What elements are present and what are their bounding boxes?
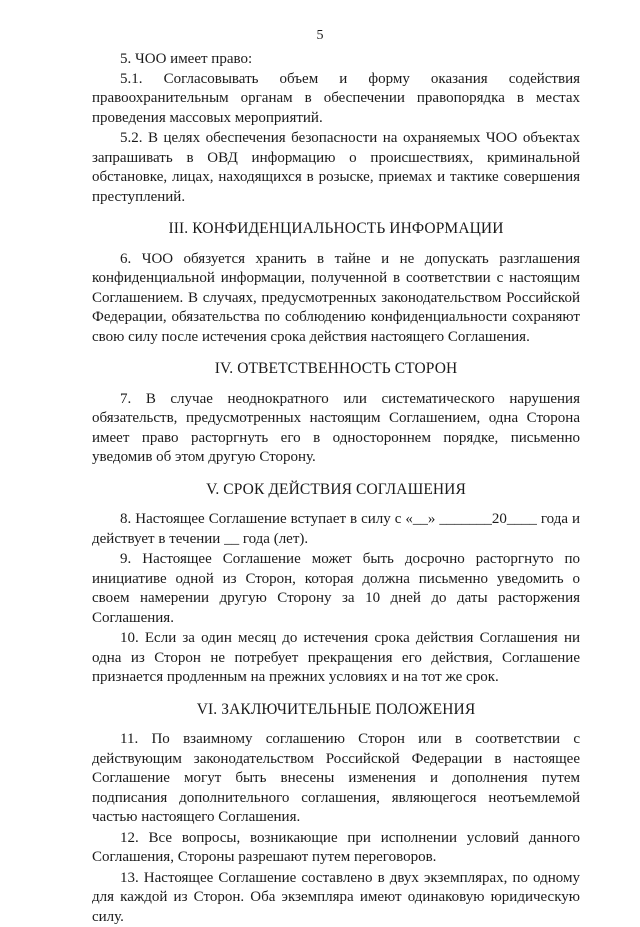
document-body: [92, 50, 580, 927]
paragraph-13: 13. Настоящее Соглашение составлено в двух экземплярах, по одному для каждой из Сторон. Оба экземпляра имеют одинаковую юридическую силу.: [92, 869, 580, 927]
section-heading-confidentiality: III. КОНФИДЕНЦИАЛЬНОСТЬ ИНФОРМАЦИИ: [92, 219, 580, 239]
paragraph-12: 12. Все вопросы, возникающие при исполнении условий данного Соглашения, Стороны разрешают путем переговоров.: [92, 829, 580, 868]
section-heading-final-provisions: VI. ЗАКЛЮЧИТЕЛЬНЫЕ ПОЛОЖЕНИЯ: [92, 700, 580, 720]
paragraph-9: 9. Настоящее Соглашение может быть досрочно расторгнуто по инициативе одной из Сторон, которая должна письменно уведомить о своем намерении другую Сторону за 10 дней до даты расторжения Соглашения.: [92, 550, 580, 628]
paragraph-10: 10. Если за один месяц до истечения срока действия Соглашения ни одна из Сторон не потребует прекращения его действия, Соглашение признается продленным на прежних условиях и на тот же срок.: [92, 629, 580, 688]
paragraph-5: 5. ЧОО имеет право:: [92, 50, 580, 70]
section-heading-responsibility: IV. ОТВЕТСТВЕННОСТЬ СТОРОН: [92, 359, 580, 379]
page-number: 5: [0, 26, 640, 46]
paragraph-6: 6. ЧОО обязуется хранить в тайне и не допускать разглашения конфиденциальной информации, полученной в соответствии с настоящим Соглашением. В случаях, предусмотренных законодательством Российской Федерации, обязательства по соблюдению конфиденциальности сохраняют свою силу после истечения срока действия настоящего Соглашения.: [92, 250, 580, 348]
paragraph-5-1: 5.1. Согласовывать объем и форму оказания содействия правоохранительным органам в обеспечении правопорядка в местах проведения массовых мероприятий.: [92, 70, 580, 129]
paragraph-5-2: 5.2. В целях обеспечения безопасности на охраняемых ЧОО объектах запрашивать в ОВД информацию о происшествиях, криминальной обстановке, лицах, находящихся в розыске, приемах и тактике совершения преступлений.: [92, 129, 580, 207]
section-heading-term: V. СРОК ДЕЙСТВИЯ СОГЛАШЕНИЯ: [92, 480, 580, 500]
paragraph-11: 11. По взаимному соглашению Сторон или в соответствии с действующим законодательством Российской Федерации в настоящее Соглашение могут быть внесены изменения и дополнения путем подписания дополнительного соглашения, являющегося неотъемлемой частью настоящего Соглашения.: [92, 730, 580, 828]
paragraph-8: 8. Настоящее Соглашение вступает в силу с «__» _______20____ года и действует в течении __ года (лет).: [92, 510, 580, 549]
paragraph-7: 7. В случае неоднократного или систематического нарушения обязательств, предусмотренных настоящим Соглашением, одна Сторона имеет право расторгнуть его в одностороннем порядке, письменно уведомив об этом другую Сторону.: [92, 390, 580, 468]
